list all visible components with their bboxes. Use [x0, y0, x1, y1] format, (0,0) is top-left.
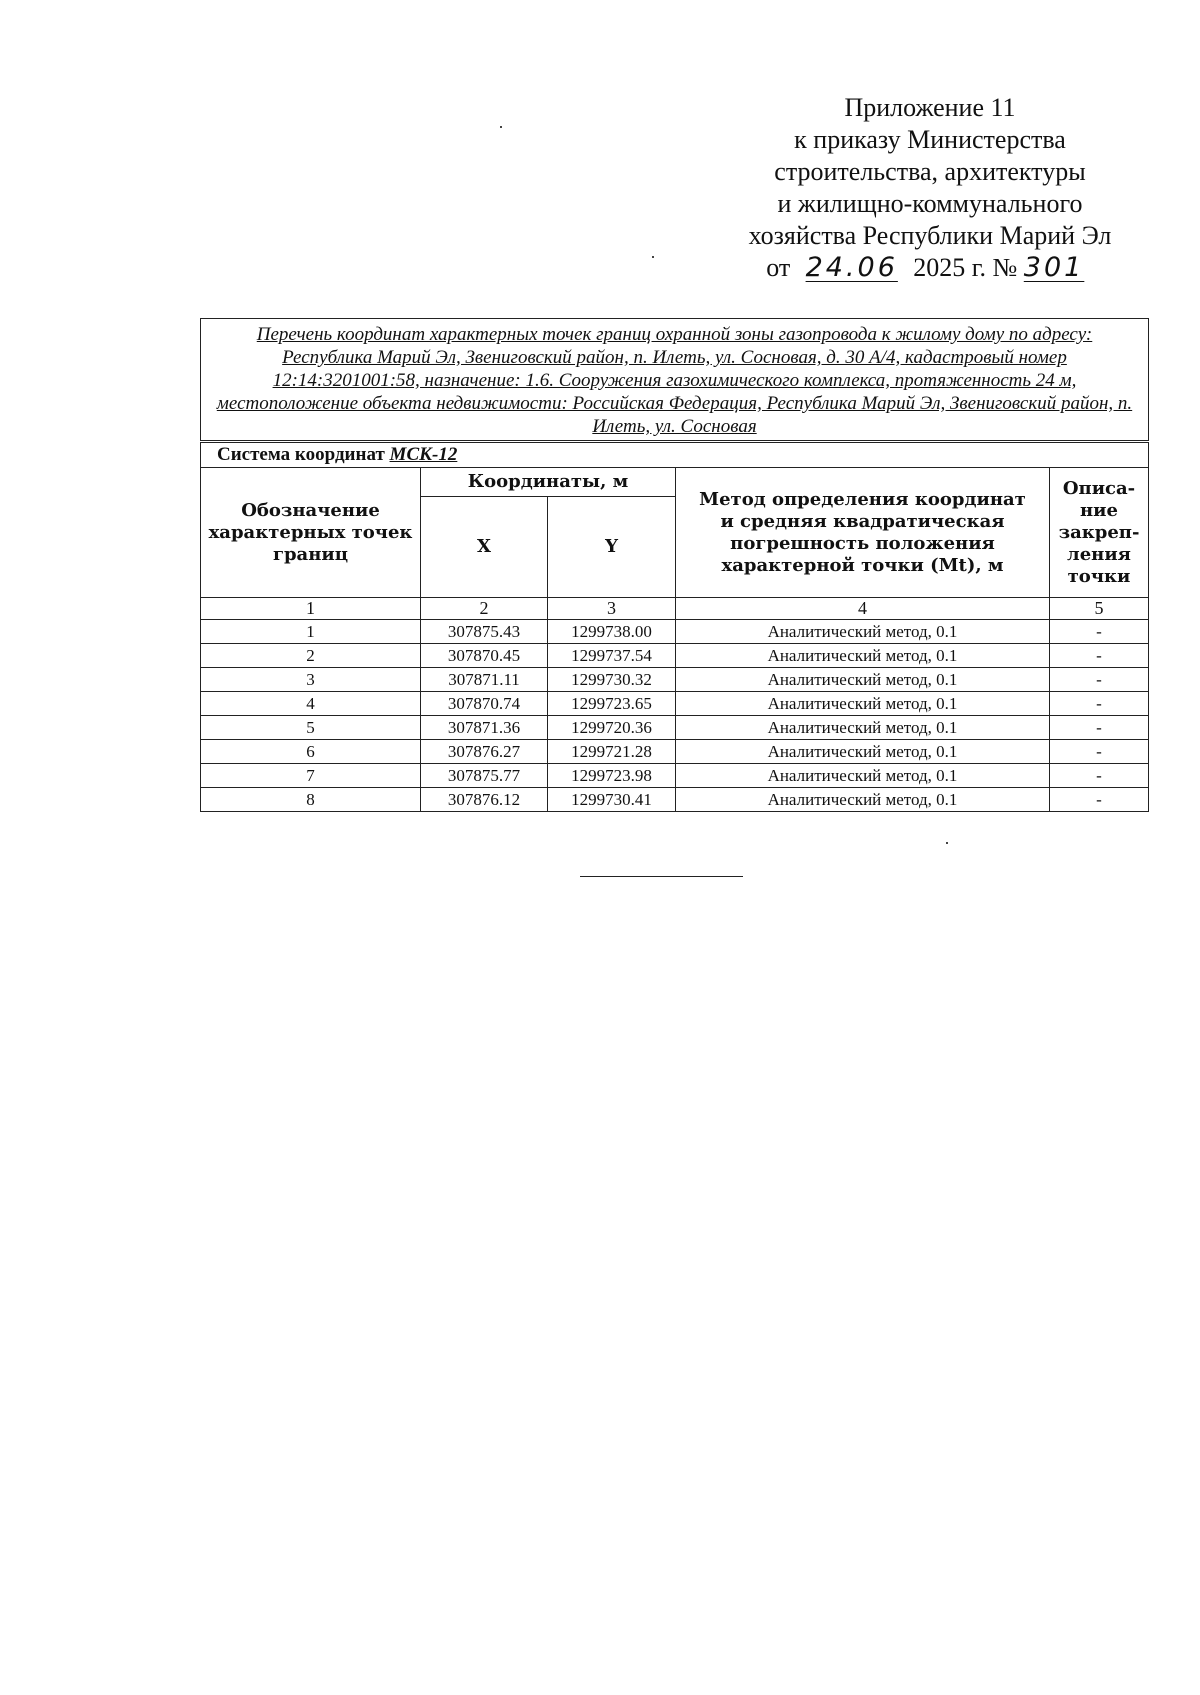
year-text: 2025 г. №: [913, 253, 1018, 282]
point-id: 5: [201, 716, 421, 740]
column-number: 3: [548, 598, 676, 620]
handwritten-date: 24.06: [805, 252, 898, 283]
coord-x: 307870.45: [421, 644, 548, 668]
coordinates-table: [200, 318, 1149, 812]
table-row: [201, 764, 1149, 788]
point-id: 3: [201, 668, 421, 692]
order-date-line: [690, 252, 1170, 284]
column-number: 4: [676, 598, 1050, 620]
description: -: [1050, 620, 1149, 644]
coord-x: 307876.12: [421, 788, 548, 812]
coord-y: 1299730.32: [548, 668, 676, 692]
scan-speck: [500, 126, 502, 128]
coord-y: 1299723.65: [548, 692, 676, 716]
header-point: Обозначение характерных точек границ: [201, 468, 421, 598]
header-description: Описа-ние закреп-ления точки: [1050, 468, 1149, 598]
coord-y: 1299721.28: [548, 740, 676, 764]
table-row: [201, 788, 1149, 812]
description: -: [1050, 716, 1149, 740]
method: Аналитический метод, 0.1: [676, 716, 1050, 740]
column-number: 2: [421, 598, 548, 620]
header-x: X: [421, 497, 548, 598]
scan-speck: [946, 842, 948, 844]
coord-y: 1299720.36: [548, 716, 676, 740]
coord-x: 307875.77: [421, 764, 548, 788]
method: Аналитический метод, 0.1: [676, 620, 1050, 644]
ministry-name-line1: строительства, архитектуры: [774, 157, 1086, 186]
table-title: Перечень координат характерных точек границ охранной зоны газопровода к жилому дому по адресу: Республика Марий Эл, Звениговский район, п. Илеть, ул. Сосновая, д. 30 А/4, кадастровый номер 12:14:3201001:58, назначение: 1.6. Сооружения газохимического комплекса, протяженность 24 м, местоположение объекта недвижимости: Российская Федерация, Республика Марий Эл, Звениговский район, п. Илеть, ул. Сосновая: [201, 319, 1149, 442]
appendix-header: [690, 92, 1170, 284]
description: -: [1050, 764, 1149, 788]
coord-x: 307871.36: [421, 716, 548, 740]
header-method: Метод определения координат и средняя квадратическая погрешность положения характерной точки (Mt), м: [676, 468, 1050, 598]
point-id: 2: [201, 644, 421, 668]
method: Аналитический метод, 0.1: [676, 788, 1050, 812]
handwritten-number: 301: [1023, 252, 1085, 283]
table-row: [201, 620, 1149, 644]
table-row: [201, 740, 1149, 764]
date-prefix: от: [766, 253, 791, 282]
coord-y: 1299737.54: [548, 644, 676, 668]
coord-y: 1299738.00: [548, 620, 676, 644]
method: Аналитический метод, 0.1: [676, 740, 1050, 764]
header-y: Y: [548, 497, 676, 598]
ministry-name-line3: хозяйства Республики Марий Эл: [748, 221, 1112, 250]
column-numbers-row: [201, 598, 1149, 620]
coordinate-system-value: МСК-12: [389, 444, 458, 465]
coord-x: 307875.43: [421, 620, 548, 644]
header-coordinates: Координаты, м: [421, 468, 676, 497]
method: Аналитический метод, 0.1: [676, 692, 1050, 716]
point-id: 8: [201, 788, 421, 812]
description: -: [1050, 668, 1149, 692]
appendix-title: Приложение 11: [844, 93, 1016, 122]
point-id: 6: [201, 740, 421, 764]
method: Аналитический метод, 0.1: [676, 668, 1050, 692]
table-row: [201, 644, 1149, 668]
table-row: [201, 716, 1149, 740]
table-row: [201, 668, 1149, 692]
description: -: [1050, 788, 1149, 812]
order-reference: к приказу Министерства: [794, 125, 1066, 154]
column-number: 1: [201, 598, 421, 620]
point-id: 1: [201, 620, 421, 644]
point-id: 4: [201, 692, 421, 716]
description: -: [1050, 692, 1149, 716]
description: -: [1050, 644, 1149, 668]
coord-y: 1299723.98: [548, 764, 676, 788]
ministry-name-line2: и жилищно-коммунального: [777, 189, 1083, 218]
column-number: 5: [1050, 598, 1149, 620]
coordinate-system-label: Система координат: [217, 444, 385, 465]
coord-y: 1299730.41: [548, 788, 676, 812]
coordinate-system-row: [201, 442, 1149, 468]
coord-x: 307876.27: [421, 740, 548, 764]
point-id: 7: [201, 764, 421, 788]
method: Аналитический метод, 0.1: [676, 644, 1050, 668]
end-of-document-rule: [580, 876, 743, 877]
description: -: [1050, 740, 1149, 764]
scan-speck: [652, 256, 654, 258]
table-row: [201, 692, 1149, 716]
coord-x: 307871.11: [421, 668, 548, 692]
coord-x: 307870.74: [421, 692, 548, 716]
method: Аналитический метод, 0.1: [676, 764, 1050, 788]
